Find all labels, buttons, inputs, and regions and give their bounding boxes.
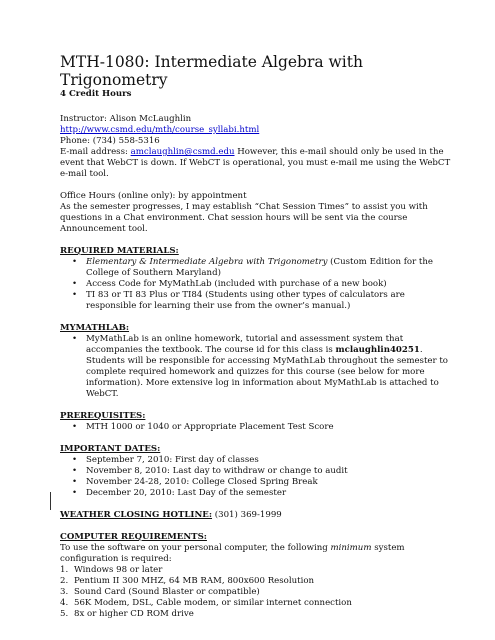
list-number: 4.	[60, 598, 69, 608]
list-item-text: Pentium II 300 MHZ, 64 MB RAM, 800x600 Resolution	[74, 576, 315, 586]
textbook-edition: (Custom Edition for the College of Southern Maryland)	[86, 257, 433, 278]
list-item-text: September 7, 2010: First day of classes	[86, 455, 259, 465]
list-item	[60, 334, 455, 400]
bullet-icon: •	[72, 257, 78, 267]
phone-number: Phone: (734) 558-5316	[60, 136, 160, 146]
mymathlab-section	[60, 323, 455, 400]
email-link[interactable]: amclaughlin@csmd.edu	[130, 147, 235, 157]
course-id: mclaughlin40251	[335, 345, 420, 355]
list-item	[60, 290, 455, 312]
chat-sessions: As the semester progresses, I may establish “Chat Session Times” to assist you with questions in a Chat environment. Chat session hours will be sent via the course Announcement tool.	[60, 202, 428, 234]
list-item	[60, 466, 455, 477]
weather-heading: WEATHER CLOSING HOTLINE:	[60, 510, 213, 520]
mymathlab-text-a: MyMathLab is an online homework, tutorial and assessment system that accompanies the textbook. The course id for this class is	[86, 334, 404, 355]
office-hours: Office Hours (online only): by appointment	[60, 191, 247, 201]
computer-intro-em: minimum	[330, 543, 372, 553]
bullet-icon: •	[72, 334, 78, 344]
list-item-text: Access Code for MyMathLab (included with purchase of a new book)	[86, 279, 387, 289]
list-item-text: November 8, 2010: Last day to withdraw or change to audit	[86, 466, 348, 476]
contact-section	[60, 114, 455, 180]
email-label: E-mail address:	[60, 147, 131, 157]
bullet-icon: •	[72, 290, 78, 300]
list-number: 2.	[60, 576, 69, 586]
list-item-text: November 24-28, 2010: College Closed Spring Break	[86, 477, 318, 487]
bullet-icon: •	[72, 422, 78, 432]
materials-heading: REQUIRED MATERIALS:	[60, 246, 179, 256]
computer-intro	[60, 543, 455, 565]
list-item	[60, 488, 455, 499]
computer-section	[60, 532, 455, 620]
list-item-text: TI 83 or TI 83 Plus or TI84 (Students using other types of calculators are responsible for learning their use from the owner’s manual.)	[86, 290, 405, 311]
prerequisites-section	[60, 411, 455, 433]
list-number: 5.	[60, 609, 69, 619]
bullet-icon: •	[72, 477, 78, 487]
office-hours-section	[60, 191, 455, 235]
change-bar	[50, 492, 51, 510]
list-item	[60, 257, 455, 279]
list-item-text: MTH 1000 or 1040 or Appropriate Placement Test Score	[86, 422, 334, 432]
list-item-text: 56K Modem, DSL, Cable modem, or similar internet connection	[74, 598, 352, 608]
materials-section	[60, 246, 455, 312]
dates-section	[60, 444, 455, 499]
list-item-text: Sound Card (Sound Blaster or compatible)	[74, 587, 260, 597]
credit-hours: 4 Credit Hours	[60, 89, 132, 99]
list-number: 1.	[60, 565, 69, 575]
list-item	[60, 477, 455, 488]
email-note: However, this e-mail should only be used in the event that WebCT is down. If WebCT is operational, you must e-mail me using the WebCT e-mail tool.	[60, 147, 451, 179]
list-item	[60, 565, 455, 576]
list-item	[60, 576, 455, 587]
mymathlab-text-b: . Students will be responsible for accessing MyMathLab throughout the semester to complete required homework and quizzes for this course (see below for more information). More extensive log in information about MyMathLab is attached to WebCT.	[86, 345, 448, 399]
list-item	[60, 422, 455, 433]
mymathlab-heading: MYMATHLAB:	[60, 323, 130, 333]
mymathlab-list	[60, 334, 455, 400]
list-item	[60, 455, 455, 466]
bullet-icon: •	[72, 279, 78, 289]
dates-heading: IMPORTANT DATES:	[60, 444, 161, 454]
list-item	[60, 279, 455, 290]
textbook-title: Elementary & Intermediate Algebra with Trigonometry	[86, 257, 328, 267]
bullet-icon: •	[72, 466, 78, 476]
computer-intro-a: To use the software on your personal computer, the following	[60, 543, 331, 553]
list-item	[60, 598, 455, 609]
list-item-text: December 20, 2010: Last Day of the semester	[86, 488, 287, 498]
list-item	[60, 609, 455, 620]
syllabus-link[interactable]: http://www.csmd.edu/mth/course_syllabi.html	[60, 125, 260, 135]
list-item-text: Windows 98 or later	[74, 565, 163, 575]
prerequisites-list	[60, 422, 455, 433]
weather-phone: (301) 369-1999	[212, 510, 282, 520]
page-title: MTH-1080: Intermediate Algebra with Trigonometry	[60, 53, 363, 89]
dates-list	[60, 455, 455, 499]
instructor-name: Instructor: Alison McLaughlin	[60, 114, 192, 124]
email-paragraph	[60, 147, 455, 180]
computer-heading: COMPUTER REQUIREMENTS:	[60, 532, 207, 542]
bullet-icon: •	[72, 488, 78, 498]
list-item	[60, 587, 455, 598]
list-item-text: 8x or higher CD ROM drive	[74, 609, 194, 619]
prerequisites-heading: PREREQUISITES:	[60, 411, 146, 421]
weather-section	[60, 510, 455, 521]
computer-intro-b: system configuration is required:	[60, 543, 405, 564]
materials-list	[60, 257, 455, 312]
requirements-list	[60, 565, 455, 620]
list-number: 3.	[60, 587, 69, 597]
bullet-icon: •	[72, 455, 78, 465]
